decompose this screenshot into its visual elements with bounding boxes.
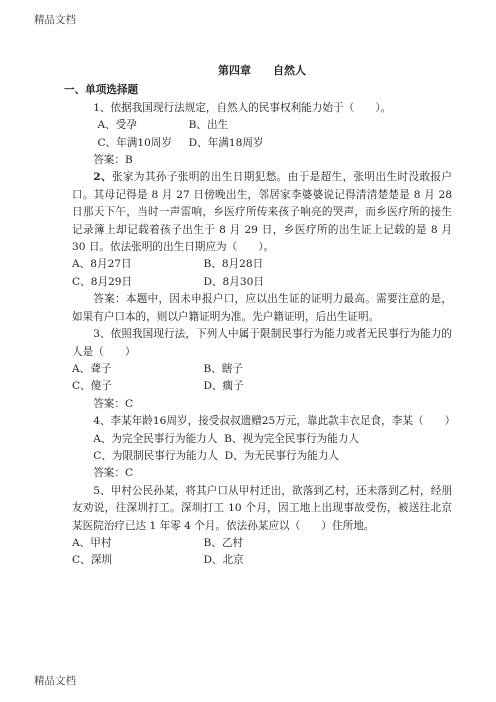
q3-option-d: D、瘸子 (203, 380, 244, 393)
q1-options-row1 (72, 117, 452, 134)
q3-options-row1 (72, 361, 452, 378)
q3-options-row2 (72, 378, 452, 395)
q2-options-row2 (72, 274, 452, 291)
q1-options-row2 (72, 135, 452, 152)
q2-option-d: D、8月30日 (203, 275, 264, 288)
section-heading: 一、单项选择题 (64, 84, 139, 97)
page-footer: 精品文档 (34, 675, 76, 687)
q1-option-d: D、年满18周岁 (188, 136, 264, 149)
q5-stem: 5、甲村公民孙某，将其户口从甲村迁出，欲落到乙村，还未落到乙村，经朋友劝说，往深圳打工。深圳打工 10 个月，因工地上出现事故受伤，被送往北京某医院治疗已达 1 年零 4 个月。依法孙某应以（ ）住所地。 (72, 484, 452, 532)
chapter-name: 自然人 (273, 64, 306, 77)
q1-option-c: C、年满10周岁 (97, 136, 172, 149)
q4-option-c: C、为限制民事行为能力人 (93, 449, 218, 462)
q4-option-d: D、为无民事行为能力人 (224, 449, 340, 462)
q2-options-row1 (72, 256, 452, 273)
q4-answer: 答案：C (93, 467, 134, 480)
q3-stem: 3、依照我国现行法，下列人中属于限制民事行为能力或者无民事行为能力的人是（ ） (72, 328, 452, 358)
q5-option-d: D、北京 (203, 554, 244, 567)
q5-option-c: C、深圳 (72, 554, 112, 567)
page-header: 精品文档 (34, 14, 76, 26)
q2-number: 2、 (93, 171, 112, 184)
chapter-title (72, 62, 452, 79)
q5-option-b: B、乙村 (203, 536, 244, 549)
q5-options-row1 (72, 535, 452, 552)
q3-answer: 答案：C (93, 397, 134, 410)
q1-option-b: B、出生 (188, 119, 229, 132)
q4-options-row2 (72, 448, 452, 465)
q4-stem: 4、李某年龄16周岁，接受叔叔遗赠25万元，靠此款丰衣足食，李某（ ） (93, 415, 456, 428)
q1-stem: 1、依据我国现行法规定，自然人的民事权利能力始于（ ）。 (93, 101, 392, 114)
q2-stem-text: 张家为其孙子张明的出生日期犯愁。由于是超生，张明出生时没敢报户口。其母记得是 8 月 27 日傍晚出生，邻居家李婆婆说记得清清楚楚是 8 月 28 日那天下午，当时一声雷响，乡医疗所传来孩子响亮的哭声，而乡医疗所的接生记录簿上却记载着孩子出生于 8 月 29 日，乡医疗所的出生证上记载的是 8 月 30 日。依法张明的出生日期应为（ ）。 (72, 171, 453, 254)
q2-stem (72, 169, 452, 256)
q3-option-b: B、瞎子 (203, 362, 244, 375)
q4-option-a: A、为完全民事行为能力人 (93, 432, 218, 445)
q5-option-a: A、甲村 (72, 536, 112, 549)
q5-options-row2 (72, 552, 452, 569)
q4-option-b: B、视为完全民事行为能力人 (224, 432, 360, 445)
q3-option-a: A、聋子 (72, 362, 112, 375)
q1-option-a: A、受孕 (97, 119, 137, 132)
q1-answer: 答案：B (93, 154, 133, 167)
chapter-number: 第四章 (218, 64, 251, 77)
q2-option-b: B、8月28日 (203, 258, 264, 271)
q3-option-c: C、傻子 (72, 380, 112, 393)
q4-options-row1 (72, 431, 452, 448)
q2-option-a: A、8月27日 (72, 258, 132, 271)
document-body (64, 62, 456, 570)
q2-answer: 答案：本题中，因未申报户口，应以出生证的证明力最高。需要注意的是，如果有户口本的，则以户籍证明为准。先户籍证明，后出生证明。 (72, 293, 452, 323)
q2-option-c: C、8月29日 (72, 275, 133, 288)
